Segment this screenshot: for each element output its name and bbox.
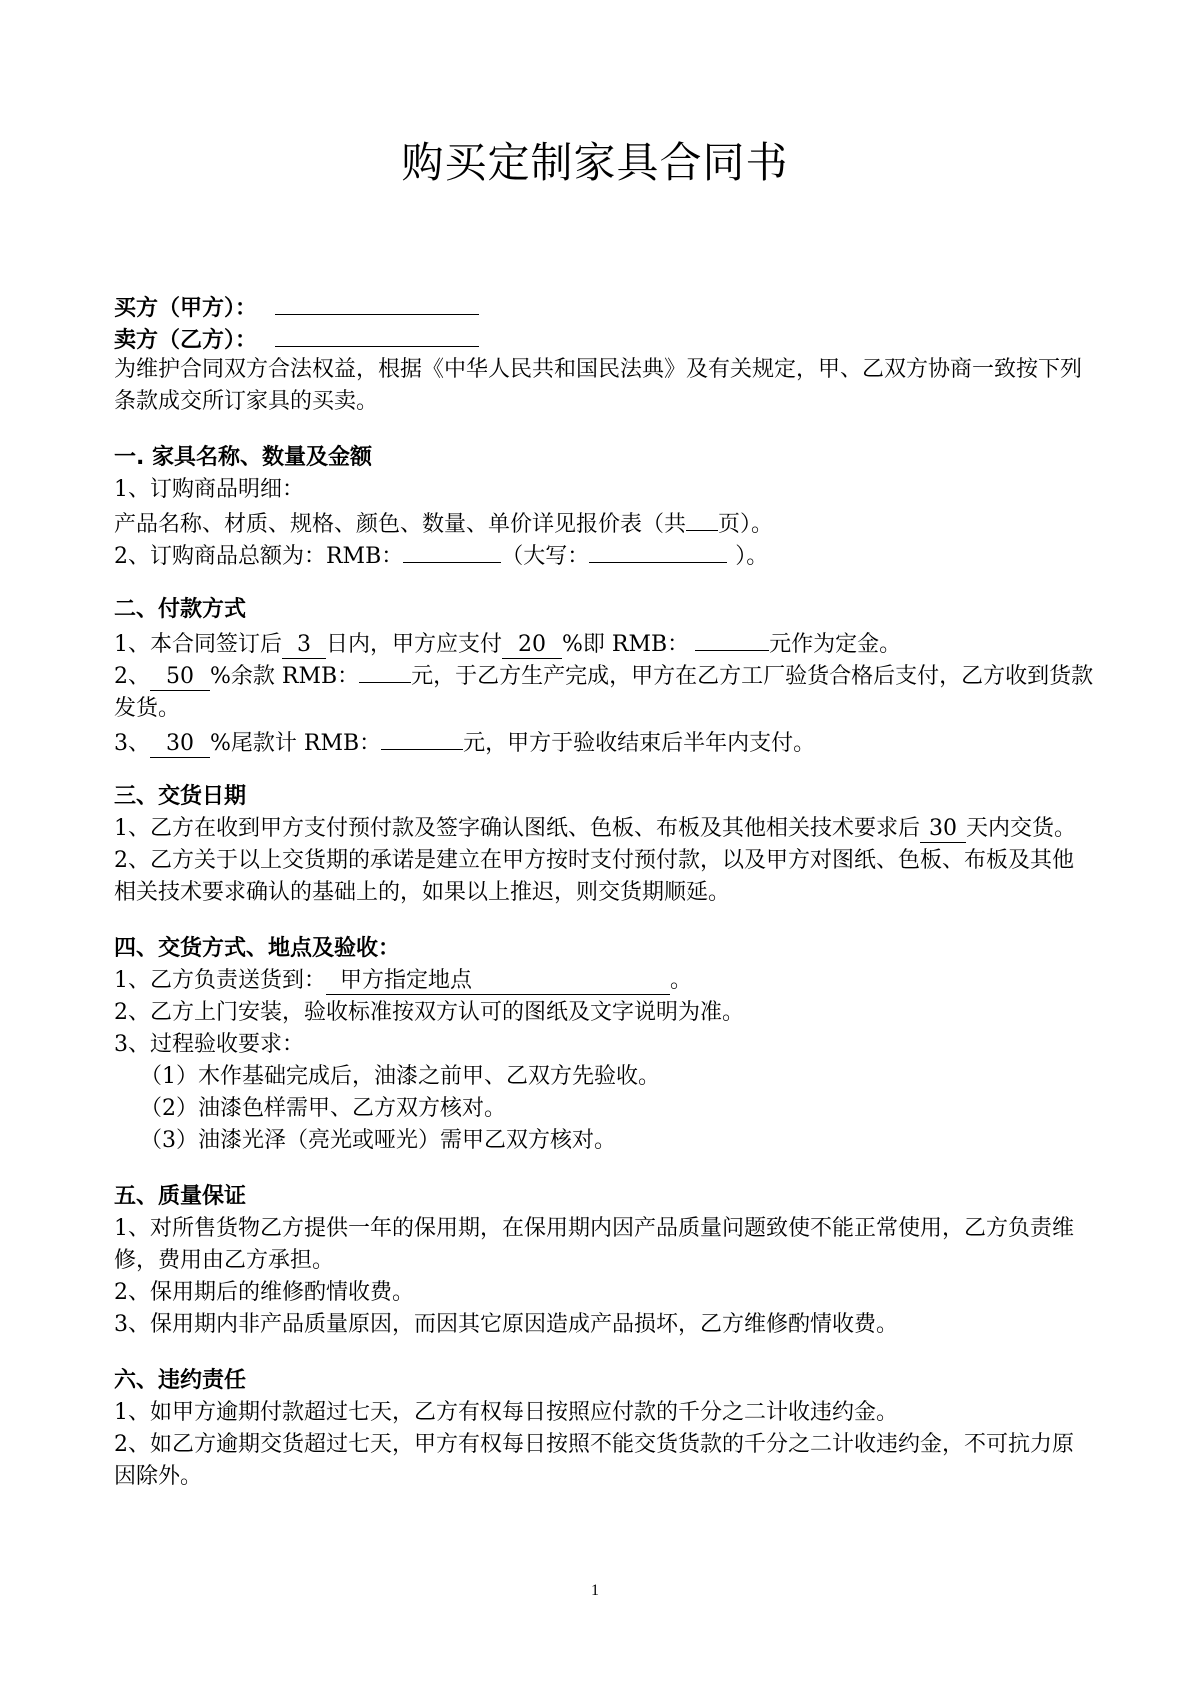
s2-line-2 [114, 658, 1094, 725]
intro-paragraph: 为维护合同双方合法权益，根据《中华人民共和国民法典》及有关规定，甲、乙双方协商一致按下列条款成交所订家具的买卖。 [114, 357, 1083, 414]
s3-line-2: 2、乙方关于以上交货期的承诺是建立在甲方按时支付预付款，以及甲方对图纸、色板、布板及其他相关技术要求确认的基础上的，如果以上推迟，则交货期顺延。 [114, 848, 1075, 905]
balance-amount-blank[interactable] [359, 658, 411, 683]
s4-sub-2: （2）油漆色样需甲、乙方双方核对。 [140, 1096, 506, 1121]
section-3-heading: 三、交货日期 [114, 784, 247, 809]
buyer-line [114, 290, 1094, 322]
page-number: 1 [591, 1582, 599, 1599]
total-amount-label: 2、订购商品总额为：RMB： [114, 544, 404, 569]
s3-line-1-end: 天内交货。 [966, 816, 1077, 841]
s2-line-1-text: 1、本合同签订后 [114, 632, 282, 657]
s6-line-1: 1、如甲方逾期付款超过七天，乙方有权每日按照应付款的千分之二计收违约金。 [114, 1400, 898, 1425]
s5-line-3: 3、保用期内非产品质量原因，而因其它原因造成产品损坏，乙方维修酌情收费。 [114, 1312, 898, 1337]
s2-line-2-num: 2、 [114, 664, 150, 689]
deposit-rmb-label: %即 RMB： [562, 632, 690, 657]
total-amount-close: ）。 [735, 544, 769, 569]
delivery-place-field[interactable]: 甲方指定地点 [326, 968, 670, 995]
buyer-name-blank[interactable] [275, 290, 479, 315]
s4-line-2: 2、乙方上门安装，验收标准按双方认可的图纸及文字说明为准。 [114, 1000, 744, 1025]
deposit-percent-field[interactable]: 20 [502, 632, 562, 659]
section-2-heading: 二、付款方式 [114, 597, 247, 622]
s4-line-1-end: 。 [670, 968, 693, 993]
s2-line-1-end: 元作为定金。 [769, 632, 902, 657]
section-6-heading: 六、违约责任 [114, 1368, 247, 1393]
total-amount-blank[interactable] [403, 538, 501, 563]
s1-line-3 [114, 538, 1094, 570]
s5-line-2: 2、保用期后的维修酌情收费。 [114, 1280, 414, 1305]
balance-rmb-label: %余款 RMB： [210, 664, 360, 689]
s6-line-2: 2、如乙方逾期交货超过七天，甲方有权每日按照不能交货货款的千分之二计收违约金，不可抗力原因除外。 [114, 1432, 1075, 1489]
s2-line-3-num: 3、 [114, 731, 150, 756]
sign-days-field[interactable]: 3 [282, 632, 326, 659]
s2-line-3-text: 元，甲方于验收结束后半年内支付。 [463, 731, 816, 756]
s3-line-1-text: 1、乙方在收到甲方支付预付款及签字确认图纸、色板、布板及其他相关技术要求后 [114, 816, 920, 841]
document-body [114, 290, 1094, 1493]
s1-line-2 [114, 506, 1094, 538]
total-amount-words-blank[interactable] [589, 538, 727, 563]
delivery-days-field[interactable]: 30 [920, 816, 966, 843]
s4-line-1 [114, 965, 1094, 997]
total-amount-words-label: （大写： [501, 544, 590, 569]
section-4-heading: 四、交货方式、地点及验收： [114, 936, 401, 961]
section-5-heading: 五、质量保证 [114, 1184, 247, 1209]
s1-line-2-end: 页）。 [718, 512, 774, 537]
seller-line [114, 322, 1094, 354]
seller-name-blank[interactable] [275, 322, 479, 347]
seller-label: 卖方（乙方）： [114, 328, 258, 353]
deposit-amount-blank[interactable] [695, 626, 769, 651]
s4-sub-1: （1）木作基础完成后，油漆之前甲、乙双方先验收。 [140, 1064, 660, 1089]
quote-pages-blank[interactable] [686, 506, 718, 531]
s3-line-1 [114, 813, 1094, 845]
s4-line-1-text: 1、乙方负责送货到： [114, 968, 326, 993]
final-percent-field[interactable]: 30 [150, 731, 210, 758]
s2-line-2-text: 元，于乙方生产完成，甲方在乙方工厂验货合格后支付，乙方收到货款发货。 [114, 664, 1094, 721]
s1-line-1: 1、订购商品明细： [114, 477, 304, 502]
s2-line-3 [114, 725, 1094, 757]
document-title: 购买定制家具合同书 [401, 138, 789, 187]
s5-line-1: 1、对所售货物乙方提供一年的保用期，在保用期内因产品质量问题致使不能正常使用，乙方负责维修，费用由乙方承担。 [114, 1216, 1075, 1273]
s2-line-1-mid: 日内，甲方应支付 [326, 632, 503, 657]
final-rmb-label: %尾款计 RMB： [210, 731, 382, 756]
s4-sub-3: （3）油漆光泽（亮光或哑光）需甲乙双方核对。 [140, 1128, 616, 1153]
section-1-heading: 一. 家具名称、数量及金额 [114, 445, 373, 470]
s1-line-2-text: 产品名称、材质、规格、颜色、数量、单价详见报价表（共 [114, 512, 687, 537]
s2-line-1 [114, 626, 1094, 658]
balance-percent-field[interactable]: 50 [150, 664, 210, 691]
buyer-label: 买方（甲方）： [114, 296, 258, 321]
final-amount-blank[interactable] [381, 725, 463, 750]
s4-line-3: 3、过程验收要求： [114, 1032, 304, 1057]
